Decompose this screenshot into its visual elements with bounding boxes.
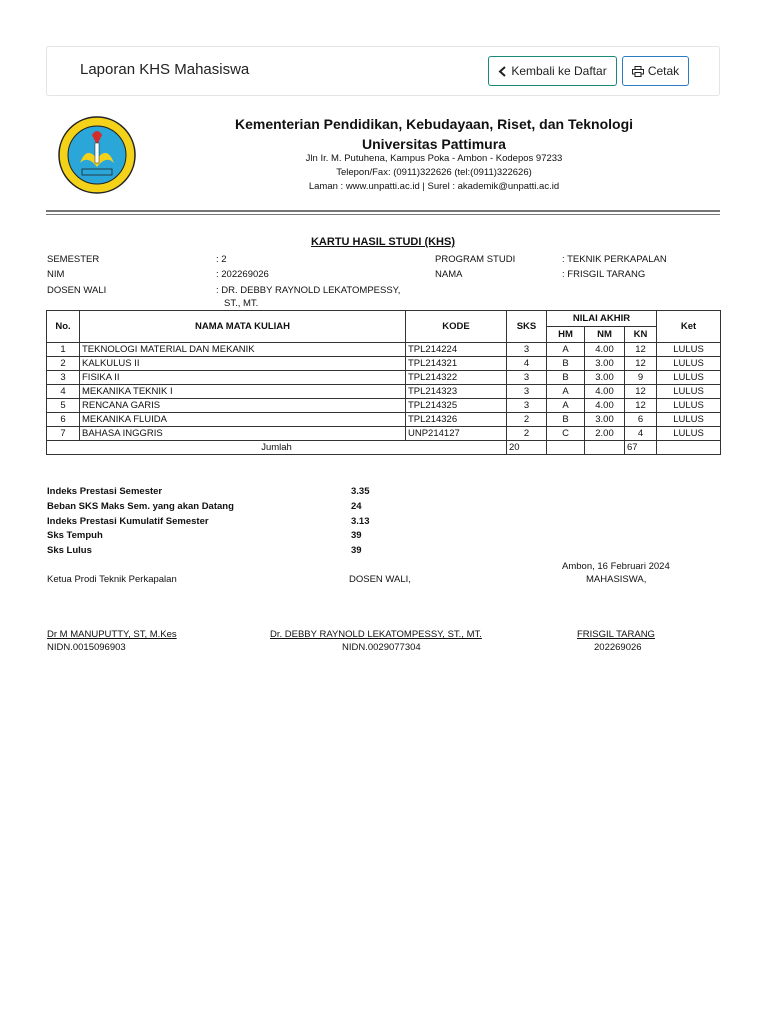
row-nm: 4.00 — [585, 399, 625, 413]
nim-label: NIM — [47, 269, 65, 280]
table-row — [47, 427, 721, 441]
university-address: Jln Ir. M. Putuhena, Kampus Poka - Ambon - Kodepos 97233 — [305, 153, 563, 164]
page-title: Laporan KHS Mahasiswa — [80, 61, 250, 78]
total-hm-empty — [547, 441, 585, 455]
kaprodi-nidn: NIDN.0015096903 — [47, 642, 126, 653]
row-no: 5 — [47, 399, 80, 413]
total-label: Jumlah — [47, 441, 507, 455]
total-ket-empty — [657, 441, 721, 455]
beban-sks-value: 24 — [351, 501, 362, 512]
printer-icon — [632, 66, 644, 77]
ministry-name: Kementerian Pendidikan, Kebudayaan, Riset, dan Teknologi — [234, 116, 634, 132]
table-row — [47, 385, 721, 399]
header-code: KODE — [406, 311, 507, 343]
row-code: UNP214127 — [406, 427, 507, 441]
semester-value: : 2 — [216, 254, 227, 265]
row-course-name: BAHASA INGGRIS — [80, 427, 406, 441]
row-code: TPL214325 — [406, 399, 507, 413]
table-row — [47, 399, 721, 413]
header-sks: SKS — [507, 311, 547, 343]
back-button-label: Kembali ke Daftar — [511, 64, 607, 78]
row-no: 6 — [47, 413, 80, 427]
row-sks: 3 — [507, 399, 547, 413]
table-row — [47, 413, 721, 427]
row-no: 1 — [47, 343, 80, 357]
signature-date: Ambon, 16 Februari 2024 — [562, 561, 670, 572]
table-row — [47, 371, 721, 385]
row-hm: B — [547, 371, 585, 385]
report-toolbar — [46, 46, 720, 96]
header-ket: Ket — [657, 311, 721, 343]
dosen-wali-value: : DR. DEBBY RAYNOLD LEKATOMPESSY, — [216, 285, 401, 296]
print-button-label: Cetak — [647, 64, 680, 78]
nim-value: : 202269026 — [216, 269, 269, 280]
row-nm: 3.00 — [585, 413, 625, 427]
row-hm: C — [547, 427, 585, 441]
total-row — [47, 441, 721, 455]
mahasiswa-role: MAHASISWA, — [586, 574, 647, 585]
print-button[interactable] — [622, 56, 689, 86]
grades-table — [46, 310, 721, 455]
row-ket: LULUS — [657, 357, 721, 371]
row-kn: 12 — [625, 343, 657, 357]
row-ket: LULUS — [657, 427, 721, 441]
header-kn: KN — [625, 327, 657, 343]
row-no: 2 — [47, 357, 80, 371]
row-nm: 4.00 — [585, 385, 625, 399]
row-code: TPL214323 — [406, 385, 507, 399]
row-kn: 4 — [625, 427, 657, 441]
document-title: KARTU HASIL STUDI (KHS) — [310, 236, 455, 248]
row-no: 3 — [47, 371, 80, 385]
row-code: TPL214321 — [406, 357, 507, 371]
dosen-wali-name: Dr. DEBBY RAYNOLD LEKATOMPESSY, ST., MT. — [270, 629, 482, 640]
dosen-wali-value-cont: ST., MT. — [224, 298, 259, 309]
row-sks: 2 — [507, 427, 547, 441]
row-hm: A — [547, 399, 585, 413]
row-course-name: KALKULUS II — [80, 357, 406, 371]
row-sks: 4 — [507, 357, 547, 371]
nama-value: : FRISGIL TARANG — [562, 269, 646, 280]
row-kn: 9 — [625, 371, 657, 385]
total-nm-empty — [585, 441, 625, 455]
row-nm: 3.00 — [585, 357, 625, 371]
ipk-label: Indeks Prestasi Kumulatif Semester — [47, 516, 209, 527]
program-studi-label: PROGRAM STUDI — [435, 254, 516, 265]
program-studi-value: : TEKNIK PERKAPALAN — [562, 254, 667, 265]
row-sks: 3 — [507, 343, 547, 357]
sks-lulus-label: Sks Lulus — [47, 545, 92, 556]
nama-label: NAMA — [435, 269, 463, 280]
row-course-name: FISIKA II — [80, 371, 406, 385]
row-kn: 6 — [625, 413, 657, 427]
row-kn: 12 — [625, 399, 657, 413]
university-logo — [52, 115, 142, 195]
sks-tempuh-label: Sks Tempuh — [47, 530, 103, 541]
row-ket: LULUS — [657, 371, 721, 385]
row-nm: 3.00 — [585, 371, 625, 385]
row-kn: 12 — [625, 385, 657, 399]
header-nm: NM — [585, 327, 625, 343]
dosen-wali-label: DOSEN WALI — [47, 285, 107, 296]
row-nm: 2.00 — [585, 427, 625, 441]
ips-value: 3.35 — [351, 486, 370, 497]
row-code: TPL214326 — [406, 413, 507, 427]
header-no: No. — [47, 311, 80, 343]
header-divider — [46, 210, 720, 212]
row-course-name: TEKNOLOGI MATERIAL DAN MEKANIK — [80, 343, 406, 357]
row-course-name: MEKANIKA TEKNIK I — [80, 385, 406, 399]
beban-sks-label: Beban SKS Maks Sem. yang akan Datang — [47, 501, 234, 512]
row-ket: LULUS — [657, 413, 721, 427]
university-website: Laman : www.unpatti.ac.id | Surel : akademik@unpatti.ac.id — [308, 181, 560, 192]
university-phone: Telepon/Fax: (0911)322626 (tel:(0911)322626) — [336, 167, 532, 178]
header-course-name: NAMA MATA KULIAH — [80, 311, 406, 343]
row-ket: LULUS — [657, 343, 721, 357]
table-row — [47, 357, 721, 371]
row-hm: A — [547, 385, 585, 399]
row-course-name: MEKANIKA FLUIDA — [80, 413, 406, 427]
row-kn: 12 — [625, 357, 657, 371]
ipk-value: 3.13 — [351, 516, 370, 527]
row-code: TPL214322 — [406, 371, 507, 385]
row-ket: LULUS — [657, 385, 721, 399]
ips-label: Indeks Prestasi Semester — [47, 486, 163, 497]
row-no: 7 — [47, 427, 80, 441]
row-hm: B — [547, 357, 585, 371]
sks-lulus-value: 39 — [351, 545, 362, 556]
row-no: 4 — [47, 385, 80, 399]
header-divider-thin — [46, 214, 720, 215]
semester-label: SEMESTER — [47, 254, 100, 265]
total-kn: 67 — [625, 441, 657, 455]
mahasiswa-name: FRISGIL TARANG — [577, 629, 655, 640]
chevron-left-icon — [498, 66, 507, 77]
back-to-list-button[interactable] — [488, 56, 617, 86]
total-sks: 20 — [507, 441, 547, 455]
row-sks: 3 — [507, 371, 547, 385]
row-ket: LULUS — [657, 399, 721, 413]
kaprodi-role: Ketua Prodi Teknik Perkapalan — [47, 574, 177, 585]
header-final-grade: NILAI AKHIR — [547, 311, 657, 327]
row-hm: B — [547, 413, 585, 427]
row-code: TPL214224 — [406, 343, 507, 357]
header-hm: HM — [547, 327, 585, 343]
dosen-wali-role: DOSEN WALI, — [349, 574, 411, 585]
table-row — [47, 343, 721, 357]
kaprodi-name: Dr M MANUPUTTY, ST, M.Kes — [47, 629, 177, 640]
university-name: Universitas Pattimura — [362, 136, 506, 152]
row-sks: 3 — [507, 385, 547, 399]
sks-tempuh-value: 39 — [351, 530, 362, 541]
row-sks: 2 — [507, 413, 547, 427]
row-course-name: RENCANA GARIS — [80, 399, 406, 413]
dosen-wali-nidn: NIDN.0029077304 — [342, 642, 421, 653]
row-nm: 4.00 — [585, 343, 625, 357]
mahasiswa-nim: 202269026 — [594, 642, 642, 653]
grades-table-body — [47, 343, 721, 441]
row-hm: A — [547, 343, 585, 357]
